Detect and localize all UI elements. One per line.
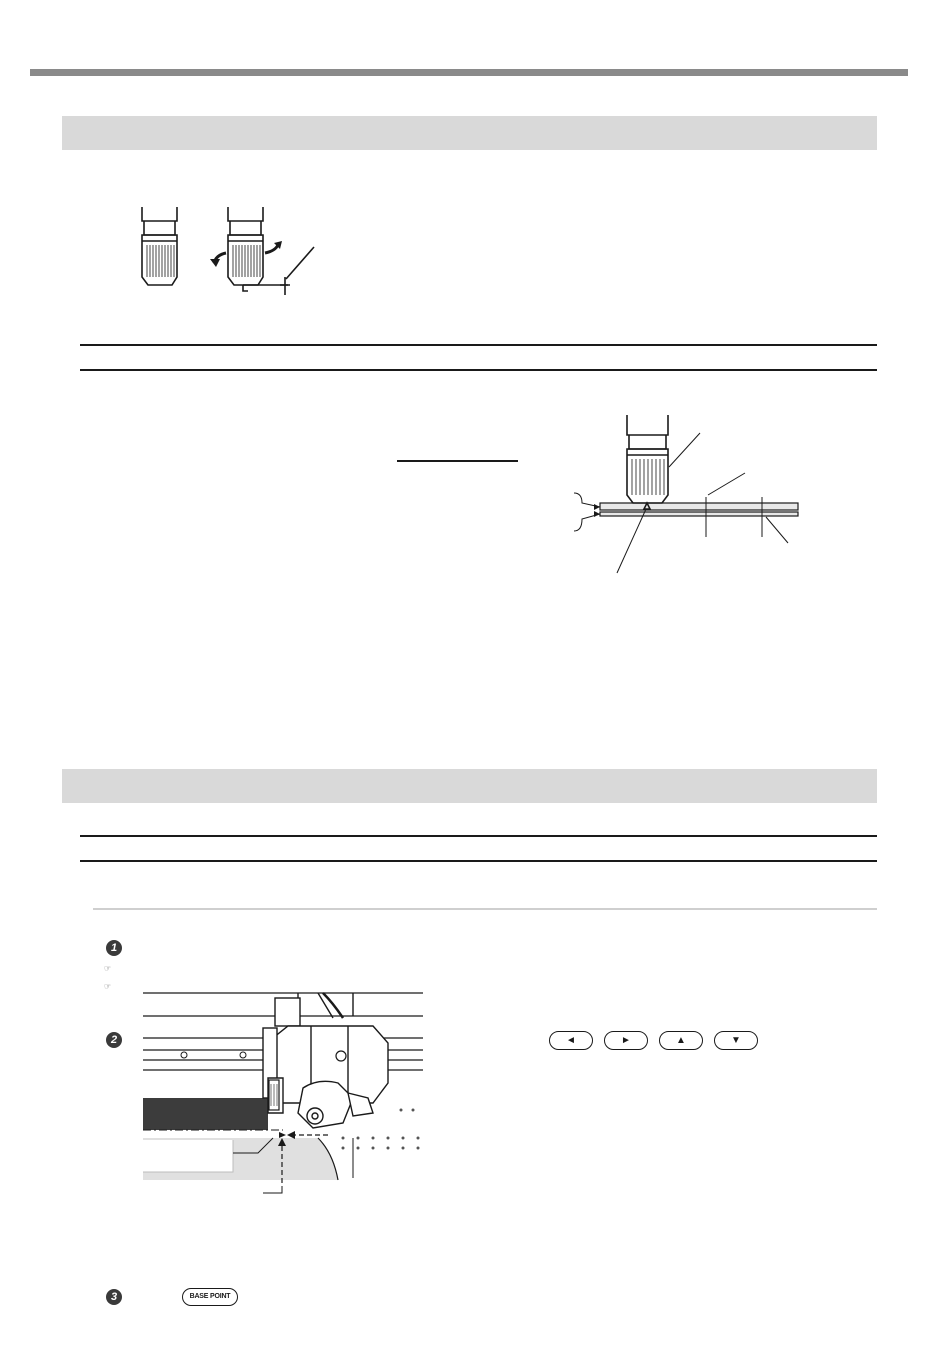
down-arrow-key[interactable]: ▼: [714, 1031, 758, 1050]
step-number-1: 1: [106, 940, 122, 956]
top-rule: [30, 69, 908, 76]
underline-mark: [397, 460, 518, 462]
rule-2a: [80, 835, 877, 837]
carriage-illustration: [143, 988, 425, 1194]
step-number-2: 2: [106, 1032, 122, 1048]
left-arrow-key[interactable]: ◄: [549, 1031, 593, 1050]
cutting-depth-diagram: [560, 405, 810, 580]
rule-light: [93, 908, 877, 910]
section-header-bar-2: [62, 769, 877, 803]
up-arrow-key[interactable]: ▲: [659, 1031, 703, 1050]
blade-holder-illustration: [130, 205, 330, 300]
reference-icon-1: ☞: [104, 964, 112, 973]
section-header-bar-1: [62, 116, 877, 150]
rule-1a: [80, 344, 877, 346]
step-number-3: 3: [106, 1289, 122, 1305]
rule-1b: [80, 369, 877, 371]
reference-icon-2: ☞: [104, 982, 112, 991]
rule-2b: [80, 860, 877, 862]
right-arrow-key[interactable]: ►: [604, 1031, 648, 1050]
base-point-key[interactable]: BASE POINT: [182, 1288, 238, 1306]
